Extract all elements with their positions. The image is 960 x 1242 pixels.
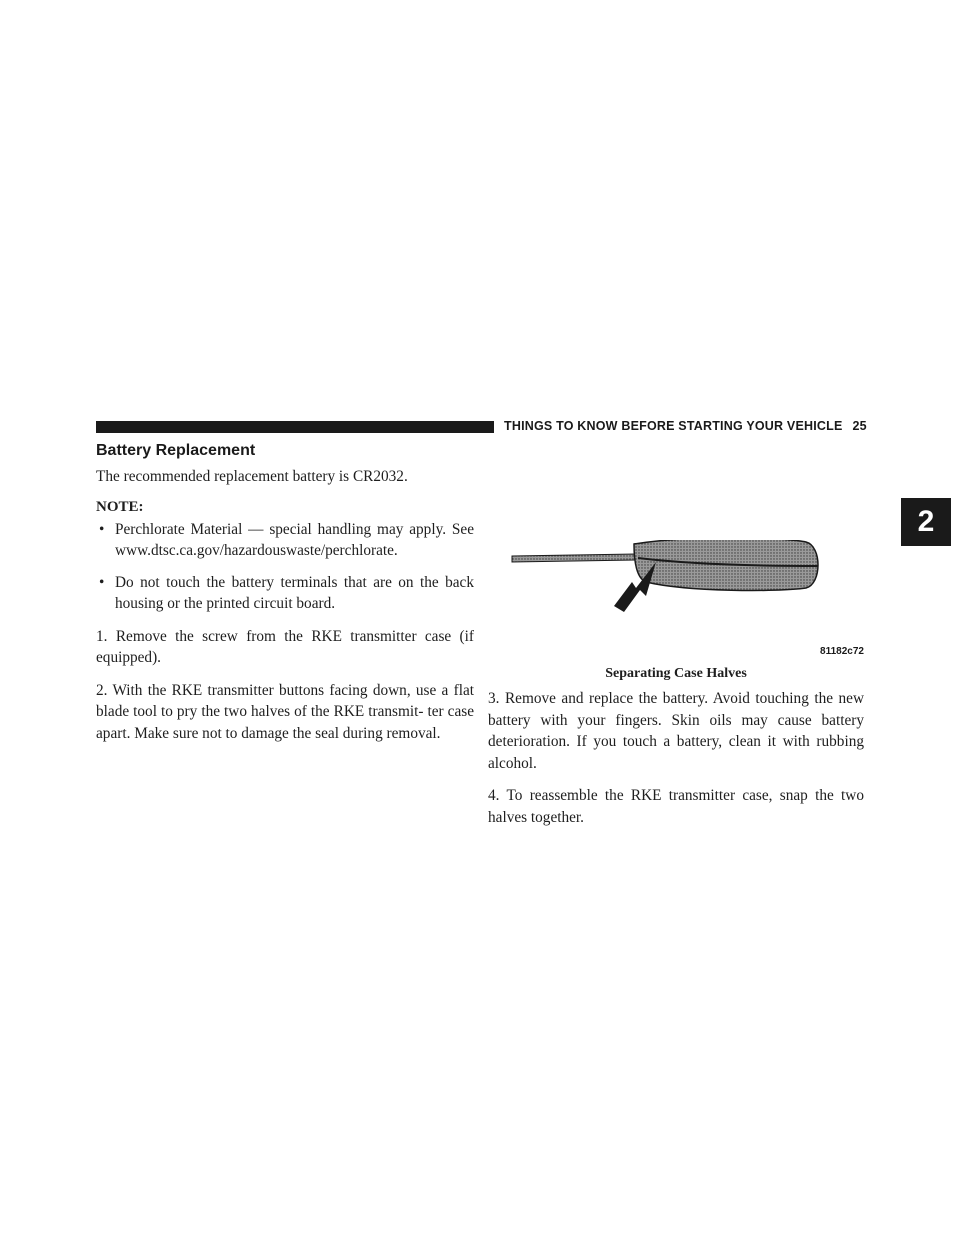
section-title: Battery Replacement <box>96 442 256 459</box>
figure-caption: Separating Case Halves <box>605 666 747 681</box>
step-paragraph: 1. Remove the screw from the RKE transmitter case (if equipped). <box>96 627 474 666</box>
note-list <box>96 519 474 615</box>
right-column <box>488 540 864 839</box>
step-paragraph: 3. Remove and replace the battery. Avoid touching the new battery with your fingers. Skin oils may cause battery deterioration. If you touch a battery, clean it with rubbing alcohol. <box>488 690 864 772</box>
bullet-marker: • <box>99 520 105 538</box>
header-rule <box>96 421 494 433</box>
page-number: 25 <box>852 419 867 433</box>
bullet-marker: • <box>99 573 105 591</box>
list-item <box>96 519 474 562</box>
note-label: NOTE: <box>96 498 144 515</box>
list-item-text: Do not touch the battery terminals that are on the back housing or the printed circuit board. <box>115 573 474 612</box>
key-fob-illustration <box>488 540 864 650</box>
figure <box>488 540 864 660</box>
figure-code: 81182c72 <box>820 646 864 657</box>
intro-paragraph: The recommended replacement battery is CR2032. <box>96 468 408 485</box>
running-header <box>504 419 867 433</box>
chapter-title: THINGS TO KNOW BEFORE STARTING YOUR VEHICLE <box>504 419 843 433</box>
list-item <box>96 572 474 615</box>
step-paragraph: 2. With the RKE transmitter buttons facing down, use a flat blade tool to pry the two halves of the RKE transmit- ter case apart. Make sure not to damage the seal during removal. <box>96 681 474 742</box>
step-paragraph: 4. To reassemble the RKE transmitter case, snap the two halves together. <box>488 787 864 826</box>
chapter-tab: 2 <box>901 498 951 546</box>
left-column <box>96 442 474 755</box>
list-item-text: Perchlorate Material — special handling may apply. See www.dtsc.ca.gov/hazardouswaste/perchlorate. <box>115 520 474 559</box>
key-blade <box>512 554 638 562</box>
